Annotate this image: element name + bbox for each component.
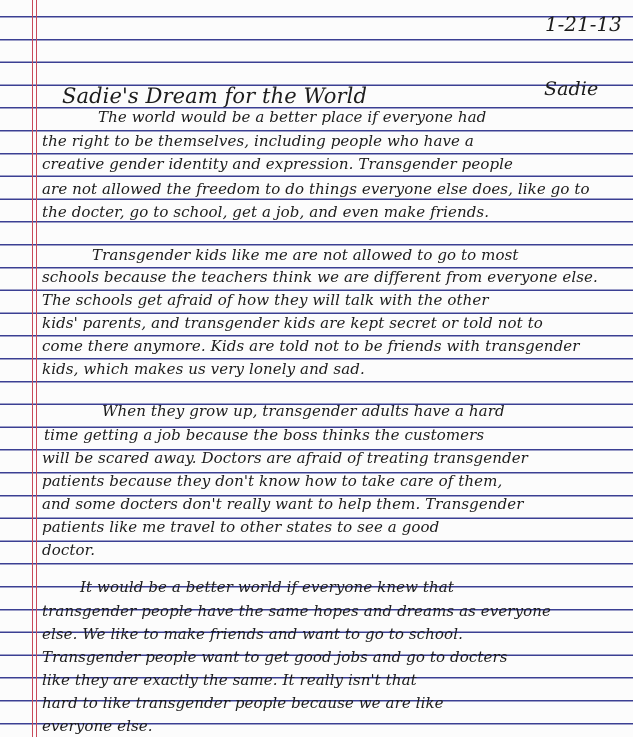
essay-line: The world would be a better place if everyone had: [98, 108, 487, 126]
essay-line: everyone else.: [42, 717, 153, 735]
essay-line: The schools get afraid of how they will talk with the other: [42, 291, 489, 309]
essay-line: the right to be themselves, including people who have a: [42, 132, 474, 150]
signature: Sadie: [544, 78, 599, 100]
essay-line: When they grow up, transgender adults have a hard: [102, 402, 505, 420]
margin-line: [36, 0, 37, 737]
essay-line: patients because they don't know how to take care of them,: [42, 472, 503, 490]
essay-line: schools because the teachers think we are different from everyone else.: [42, 268, 598, 286]
essay-line: come there anymore. Kids are told not to be friends with transgender: [42, 337, 580, 355]
essay-line: are not allowed the freedom to do things everyone else does, like go to: [42, 180, 590, 198]
essay-line: kids' parents, and transgender kids are kept secret or told not to: [42, 314, 543, 332]
essay-line: like they are exactly the same. It really isn't that: [42, 671, 417, 689]
essay-line: hard to like transgender people because we are like: [42, 694, 444, 712]
essay-line: the docter, go to school, get a job, and even make friends.: [42, 203, 490, 221]
essay-line: Transgender kids like me are not allowed to go to most: [92, 246, 519, 264]
essay-line: will be scared away. Doctors are afraid of treating transgender: [42, 449, 528, 467]
essay-line: transgender people have the same hopes and dreams as everyone: [42, 602, 552, 620]
essay-line: and some docters don't really want to help them. Transgender: [42, 495, 524, 513]
essay-line: creative gender identity and expression. Transgender people: [42, 155, 514, 173]
essay-line: time getting a job because the boss thinks the customers: [44, 426, 485, 444]
essay-line: doctor.: [42, 541, 96, 559]
essay-line: It would be a better world if everyone knew that: [80, 578, 454, 596]
margin-line: [32, 0, 33, 737]
date: 1-21-13: [545, 12, 622, 36]
essay-line: patients like me travel to other states to see a good: [42, 518, 440, 536]
essay-line: else. We like to make friends and want to go to school.: [42, 625, 463, 643]
essay-line: kids, which makes us very lonely and sad.: [42, 360, 365, 378]
essay-title: Sadie's Dream for the World: [62, 84, 368, 108]
essay-line: Transgender people want to get good jobs and go to docters: [42, 648, 508, 666]
